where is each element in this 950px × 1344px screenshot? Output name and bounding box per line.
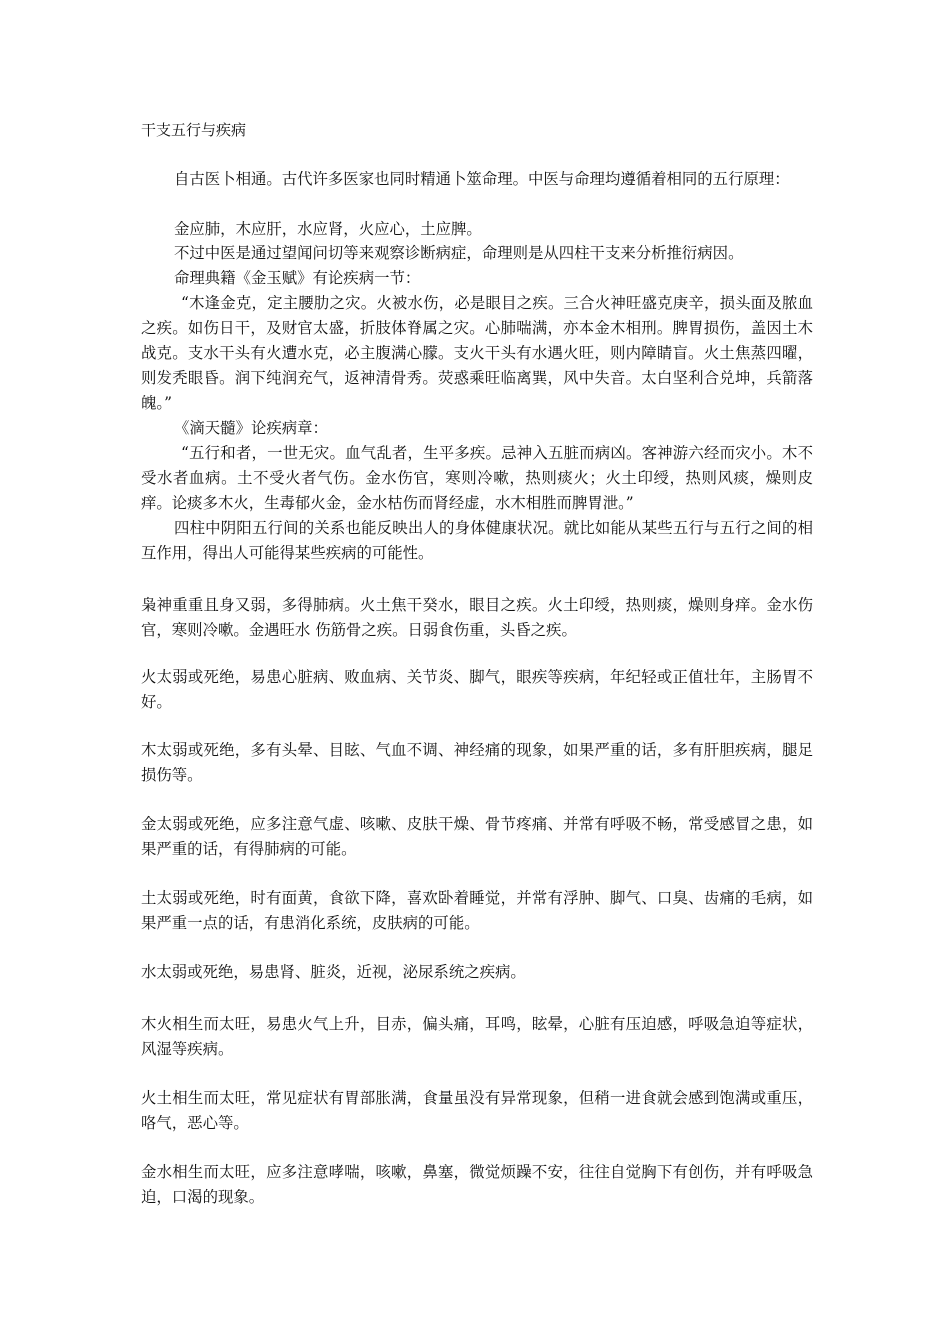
entry-paragraph: 土太弱或死绝，时有面黄，食欲下降，喜欢卧着睡觉，并常有浮肿、脚气、口臭、齿痛的毛病，如果严重一点的话，有患消化系统，皮肤病的可能。 [141, 889, 813, 932]
intro-paragraph-5: 《滴天髓》论疾病章： [174, 419, 328, 437]
entry-paragraph: 水太弱或死绝，易患肾、脏炎，近视，泌尿系统之疾病。 [141, 963, 526, 981]
intro-paragraph-2: 金应肺，木应肝，水应肾，火应心，土应脾。 [174, 220, 482, 238]
entry-paragraph: 木太弱或死绝，多有头晕、目眩、气血不调、神经痛的现象，如果严重的话，多有肝胆疾病，腿足损伤等。 [141, 741, 813, 784]
intro-paragraph-3: 不过中医是通过望闻问切等来观察诊断病症，命理则是从四柱干支来分析推衍病因。 [174, 244, 744, 262]
entry-paragraph: 火太弱或死绝，易患心脏病、败血病、关节炎、脚气，眼疾等疾病，年纪轻或正值壮年，主肠胃不好。 [141, 668, 813, 711]
entry-paragraph: 枭神重重且身又弱，多得肺病。火土焦干癸水，眼目之疾。火土印绶，热则痰，燥则身痒。金水伤官，寒则冷嗽。金遇旺水 伤筋骨之疾。日弱食伤重，头昏之疾。 [141, 596, 813, 639]
entry-paragraph: 火土相生而太旺，常见症状有胃部胀满，食量虽没有异常现象，但稍一进食就会感到饱满或重压，咯气，恶心等。 [141, 1089, 813, 1132]
intro-paragraph-1: 自古医卜相通。古代许多医家也同时精通卜筮命理。中医与命理均遵循着相同的五行原理： [174, 170, 790, 188]
document-title: 干支五行与疾病 [141, 121, 247, 139]
intro-paragraph-4: 命理典籍《金玉赋》有论疾病一节： [174, 269, 421, 287]
intro-paragraph-6: 四柱中阴阳五行间的关系也能反映出人的身体健康状况。就比如能从某些五行与五行之间的相互作用，得出人可能得某些疾病的可能性。 [141, 519, 813, 562]
quote-jinyufu: “木逢金克，定主腰肋之灾。火被水伤，必是眼目之疾。三合火神旺盛克庚辛，损头面及脓血之疾。如伤日干，及财官太盛，折肢体脊属之灾。心肺喘满，亦本金木相刑。脾胃损伤，盖因土木战克。支水干头有火遭水克，必主腹满心朦。支火干头有水遇火旺，则内障睛盲。火土焦蒸四曜，则发秃眼昏。润下纯润充气，返神清骨秀。荧惑乘旺临离巽，风中失音。太白坚利合兑坤，兵箭落魄。” [141, 294, 813, 412]
quote-ditiansui: “五行和者，一世无灾。血气乱者，生平多疾。忌神入五脏而病凶。客神游六经而灾小。木不受水者血病。土不受火者气伤。金水伤官，寒则冷嗽，热则痰火；火土印绶，热则风痰，燥则皮痒。论痰多木火，生毒郁火金，金水枯伤而肾经虚，水木相胜而脾胃泄。” [141, 444, 813, 512]
entry-paragraph: 金太弱或死绝，应多注意气虚、咳嗽、皮肤干燥、骨节疼痛、并常有呼吸不畅，常受感冒之患，如果严重的话，有得肺病的可能。 [141, 815, 813, 858]
entry-paragraph: 木火相生而太旺，易患火气上升，目赤，偏头痛，耳鸣，眩晕，心脏有压迫感，呼吸急迫等症状，风湿等疾病。 [141, 1015, 813, 1058]
entry-paragraph: 金水相生而太旺，应多注意哮喘，咳嗽，鼻塞，微觉烦躁不安，往往自觉胸下有创伤，并有呼吸急迫，口渴的现象。 [141, 1163, 813, 1206]
